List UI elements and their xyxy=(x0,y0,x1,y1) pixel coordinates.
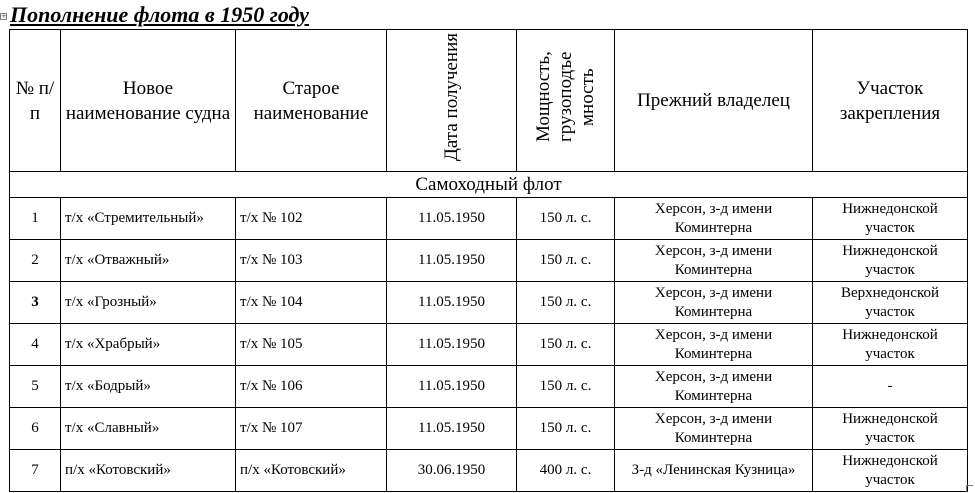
cell-date: 11.05.1950 xyxy=(387,198,517,240)
cell-owner: Херсон, з-д имени Коминтерна xyxy=(615,366,813,408)
header-old-name: Старое наименование xyxy=(236,30,387,172)
table-row xyxy=(10,450,968,492)
cell-owner: Херсон, з-д имени Коминтерна xyxy=(615,240,813,282)
table-move-handle-icon[interactable]: + xyxy=(1,12,7,20)
header-date: Дата получения xyxy=(440,32,462,162)
cell-new-name: п/х «Котовский» xyxy=(61,450,236,492)
header-owner: Прежний владелец xyxy=(615,30,813,172)
table-row xyxy=(10,240,968,282)
cell-owner: Херсон, з-д имени Коминтерна xyxy=(615,408,813,450)
cell-date: 11.05.1950 xyxy=(387,366,517,408)
cell-num: 3 xyxy=(10,282,61,324)
cell-date: 11.05.1950 xyxy=(387,324,517,366)
cell-area: Верхнедонской участок xyxy=(813,282,968,324)
cell-old-name: т/х № 104 xyxy=(236,282,387,324)
cell-owner: Херсон, з-д имени Коминтерна xyxy=(615,324,813,366)
cell-owner: Херсон, з-д имени Коминтерна xyxy=(615,282,813,324)
header-num: № п/п xyxy=(10,30,61,172)
table-row xyxy=(10,198,968,240)
cell-old-name: т/х № 106 xyxy=(236,366,387,408)
section-title: Самоходный флот xyxy=(10,172,968,198)
cell-date: 30.06.1950 xyxy=(387,450,517,492)
cell-old-name: т/х № 105 xyxy=(236,324,387,366)
table-header-row xyxy=(10,30,968,172)
table-row xyxy=(10,324,968,366)
cell-num: 2 xyxy=(10,240,61,282)
cell-new-name: т/х «Бодрый» xyxy=(61,366,236,408)
cell-old-name: т/х № 107 xyxy=(236,408,387,450)
table-body xyxy=(10,198,968,492)
cell-old-name: т/х № 102 xyxy=(236,198,387,240)
cell-date: 11.05.1950 xyxy=(387,240,517,282)
cell-area: Нижнедонской участок xyxy=(813,450,968,492)
cell-power: 400 л. с. xyxy=(517,450,615,492)
header-power: Мощность, грузоподъе мность xyxy=(532,51,598,143)
cell-owner: Херсон, з-д имени Коминтерна xyxy=(615,198,813,240)
header-power-cell xyxy=(517,30,615,172)
header-area: Участок закрепления xyxy=(813,30,968,172)
cell-area: - xyxy=(813,366,968,408)
cell-num: 7 xyxy=(10,450,61,492)
cell-new-name: т/х «Храбрый» xyxy=(61,324,236,366)
cell-power: 150 л. с. xyxy=(517,366,615,408)
table-row xyxy=(10,366,968,408)
cell-num: 6 xyxy=(10,408,61,450)
cell-power: 150 л. с. xyxy=(517,324,615,366)
cell-num: 4 xyxy=(10,324,61,366)
cell-new-name: т/х «Стремительный» xyxy=(61,198,236,240)
table-row xyxy=(10,282,968,324)
section-row xyxy=(10,172,968,198)
cell-area: Нижнедонской участок xyxy=(813,324,968,366)
cell-date: 11.05.1950 xyxy=(387,282,517,324)
cell-date: 11.05.1950 xyxy=(387,408,517,450)
cell-power: 150 л. с. xyxy=(517,240,615,282)
cell-owner: З-д «Ленинская Кузница» xyxy=(615,450,813,492)
cell-area: Нижнедонской участок xyxy=(813,408,968,450)
fleet-table xyxy=(9,29,968,492)
cell-old-name: п/х «Котовский» xyxy=(236,450,387,492)
header-date-cell xyxy=(387,30,517,172)
document-title: Пополнение флота в 1950 году xyxy=(10,2,309,27)
cell-new-name: т/х «Отважный» xyxy=(61,240,236,282)
cell-num: 5 xyxy=(10,366,61,408)
header-new-name: Новое наименование судна xyxy=(61,30,236,172)
cell-power: 150 л. с. xyxy=(517,408,615,450)
cell-num: 1 xyxy=(10,198,61,240)
cell-old-name: т/х № 103 xyxy=(236,240,387,282)
cell-new-name: т/х «Грозный» xyxy=(61,282,236,324)
cell-new-name: т/х «Славный» xyxy=(61,408,236,450)
cell-power: 150 л. с. xyxy=(517,198,615,240)
cell-area: Нижнедонской участок xyxy=(813,240,968,282)
cell-power: 150 л. с. xyxy=(517,282,615,324)
table-row xyxy=(10,408,968,450)
cell-area: Нижнедонской участок xyxy=(813,198,968,240)
table-resize-handle-icon[interactable] xyxy=(966,485,973,492)
